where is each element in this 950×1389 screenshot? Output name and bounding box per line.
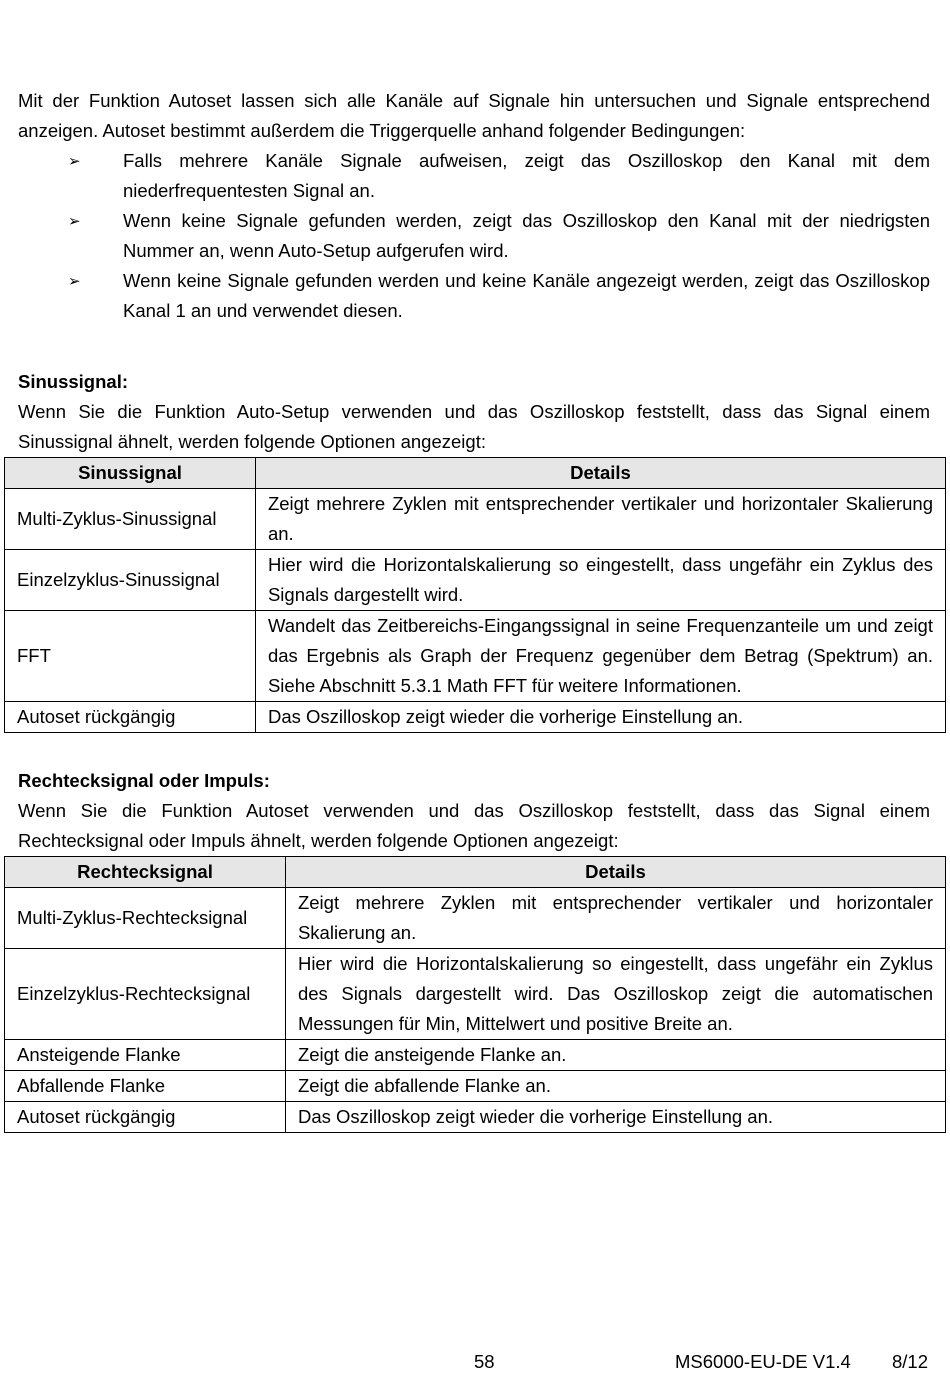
option-name: Abfallende Flanke [5, 1071, 286, 1102]
option-name: Einzelzyklus-Sinussignal [5, 550, 256, 611]
table-row [5, 702, 946, 733]
section-title-square: Rechtecksignal oder Impuls: [18, 770, 270, 791]
list-item [18, 146, 930, 206]
option-details: Zeigt mehrere Zyklen mit entsprechender vertikaler und horizontaler Skalierung an. [255, 489, 945, 550]
option-details: Zeigt die abfallende Flanke an. [285, 1071, 945, 1102]
table-row [5, 550, 946, 611]
table-header-row [5, 458, 946, 489]
table-row [5, 1040, 946, 1071]
option-name: Multi-Zyklus-Rechtecksignal [5, 888, 286, 949]
table-header-row [5, 857, 946, 888]
square-options-table [4, 856, 946, 1133]
intro-section [18, 86, 930, 326]
option-name: Autoset rückgängig [5, 1102, 286, 1133]
column-header: Details [285, 857, 945, 888]
section-title-sine: Sinussignal: [18, 371, 128, 392]
option-details: Zeigt die ansteigende Flanke an. [285, 1040, 945, 1071]
option-name: Multi-Zyklus-Sinussignal [5, 489, 256, 550]
option-details: Zeigt mehrere Zyklen mit entsprechender vertikaler und horizontaler Skalierung an. [285, 888, 945, 949]
document-id: MS6000-EU-DE V1.4 [675, 1351, 851, 1372]
arrow-bullet-icon: ➢ [68, 152, 81, 170]
option-details: Hier wird die Horizontalskalierung so eingestellt, dass ungefähr ein Zyklus des Signals dargestellt wird. [255, 550, 945, 611]
list-item [18, 206, 930, 266]
trigger-conditions-list [18, 146, 930, 326]
page-number: 58 [474, 1351, 495, 1372]
intro-paragraph: Mit der Funktion Autoset lassen sich alle Kanäle auf Signale hin untersuchen und Signale entsprechend anzeigen. Autoset bestimmt außerdem die Triggerquelle anhand folgender Bedingungen: [18, 90, 930, 141]
column-header: Sinussignal [5, 458, 256, 489]
list-item-text: Wenn keine Signale gefunden werden, zeigt das Oszilloskop den Kanal mit der niedrigsten Nummer an, wenn Auto-Setup aufgerufen wird. [123, 210, 930, 261]
sine-options-table [4, 457, 946, 733]
arrow-bullet-icon: ➢ [68, 272, 81, 290]
option-name: Einzelzyklus-Rechtecksignal [5, 949, 286, 1040]
column-header: Details [255, 458, 945, 489]
table-row [5, 1071, 946, 1102]
list-item [18, 266, 930, 326]
option-name: Autoset rückgängig [5, 702, 256, 733]
table-row [5, 489, 946, 550]
square-section [18, 766, 930, 856]
table-row [5, 611, 946, 702]
square-description: Wenn Sie die Funktion Autoset verwenden und das Oszilloskop feststellt, dass das Signal einem Rechtecksignal oder Impuls ähnelt, werden folgende Optionen angezeigt: [18, 800, 930, 851]
table-row [5, 1102, 946, 1133]
option-name: FFT [5, 611, 256, 702]
option-details: Das Oszilloskop zeigt wieder die vorherige Einstellung an. [285, 1102, 945, 1133]
sine-description: Wenn Sie die Funktion Auto-Setup verwenden und das Oszilloskop feststellt, dass das Signal einem Sinussignal ähnelt, werden folgende Optionen angezeigt: [18, 401, 930, 452]
sheet-number: 8/12 [892, 1351, 929, 1372]
option-details: Wandelt das Zeitbereichs-Eingangssignal in seine Frequenzanteile um und zeigt das Ergebnis als Graph der Frequenz gegenüber dem Betrag (Spektrum) an. Siehe Abschnitt 5.3.1 Math FFT für weitere Informationen. [255, 611, 945, 702]
list-item-text: Wenn keine Signale gefunden werden und keine Kanäle angezeigt werden, zeigt das Oszilloskop Kanal 1 an und verwendet diesen. [123, 270, 930, 321]
option-details: Hier wird die Horizontalskalierung so eingestellt, dass ungefähr ein Zyklus des Signals dargestellt wird. Das Oszilloskop zeigt die automatischen Messungen für Min, Mittelwert und positive Breite an. [285, 949, 945, 1040]
sine-section [18, 367, 930, 457]
option-name: Ansteigende Flanke [5, 1040, 286, 1071]
list-item-text: Falls mehrere Kanäle Signale aufweisen, zeigt das Oszilloskop den Kanal mit dem niederfrequentesten Signal an. [123, 150, 930, 201]
option-details: Das Oszilloskop zeigt wieder die vorherige Einstellung an. [255, 702, 945, 733]
table-row [5, 888, 946, 949]
arrow-bullet-icon: ➢ [68, 212, 81, 230]
column-header: Rechtecksignal [5, 857, 286, 888]
table-row [5, 949, 946, 1040]
